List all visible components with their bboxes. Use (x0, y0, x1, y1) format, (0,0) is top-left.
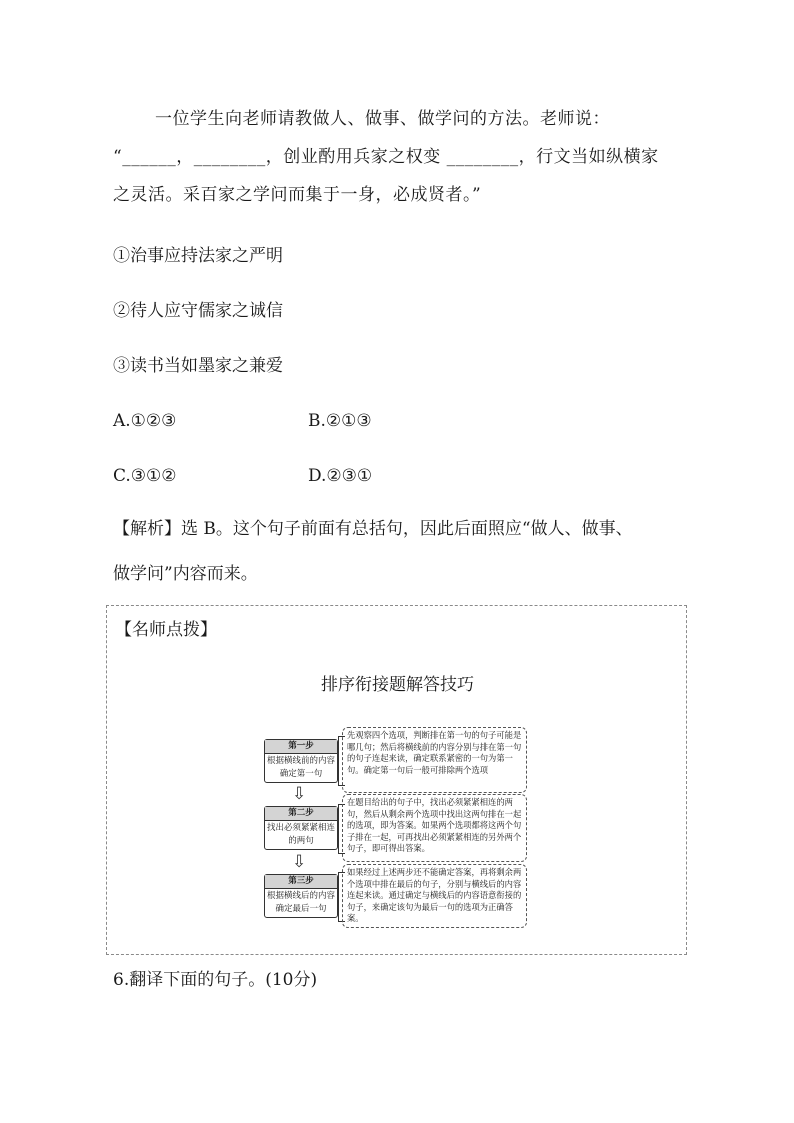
step-3-body: 根据横线后的内容确定最后一句 (267, 891, 336, 914)
analysis-line-1: 【解析】选 B。这个句子前面有总括句，因此后面照应“做人、做事、 (113, 519, 633, 539)
stem-line-1: 一位学生向老师请教做人、做事、做学问的方法。老师说： (155, 109, 610, 129)
option-b: B.②①③ (308, 411, 372, 431)
step-3-head: 第三步 (265, 875, 337, 889)
step-3-box (264, 874, 338, 918)
step-2-head: 第二步 (265, 807, 337, 821)
item-1: ①治事应持法家之严明 (113, 246, 283, 266)
down-arrow-icon: ⇩ (292, 784, 307, 804)
step-1-box (264, 739, 338, 783)
step-2-box (264, 806, 338, 850)
down-arrow-icon: ⇩ (292, 852, 307, 872)
item-2: ②待人应守儒家之诚信 (113, 301, 283, 321)
option-a: A.①②③ (113, 411, 177, 431)
step-1-desc: 先观察四个选项，判断排在第一句的句子可能是哪几句；然后将横线前的内容分别与排在第一句的句子连起来读，确定联系紧密的一句为第一句。确定第一句后一般可排除两个选项 (342, 727, 527, 793)
step-2-desc: 在题目给出的句子中，找出必须紧紧相连的两句，然后从剩余两个选项中找出这两句排在一起的选项，即为答案。如果两个选项都将这两个句子排在一起，可再找出必须紧紧相连的另外两个句子，即可得出答案。 (342, 794, 527, 862)
tips-box (106, 605, 687, 955)
item-3: ③读书当如墨家之兼爱 (113, 356, 283, 376)
next-question: 6.翻译下面的句子。(10分) (113, 970, 318, 990)
question-stem (113, 100, 683, 214)
stem-line-2: “______，________，创业酌用兵家之权变 ________，行文当如纵横家 (113, 147, 659, 167)
diagram-title: 排序衔接题解答技巧 (321, 675, 474, 695)
step-1-body: 根据横线前的内容确定第一句 (267, 756, 336, 779)
step-1-head: 第一步 (265, 740, 337, 754)
stem-line-3: 之灵活。采百家之学问而集于一身，必成贤者。” (113, 185, 482, 205)
step-3-desc: 如果经过上述两步还不能确定答案，再将剩余两个选项中排在最后的句子，分别与横线后的内容连起来读。通过确定与横线后的内容语意衔接的句子，来确定该句为最后一句的选项为正确答案。 (342, 864, 527, 928)
tips-title: 【名师点拨】 (115, 620, 217, 640)
step-2-body: 找出必须紧紧相连的两句 (267, 823, 336, 846)
option-c: C.③①② (113, 466, 177, 486)
option-d: D.②③① (308, 466, 373, 486)
analysis-line-2: 做学问”内容而来。 (113, 564, 258, 584)
